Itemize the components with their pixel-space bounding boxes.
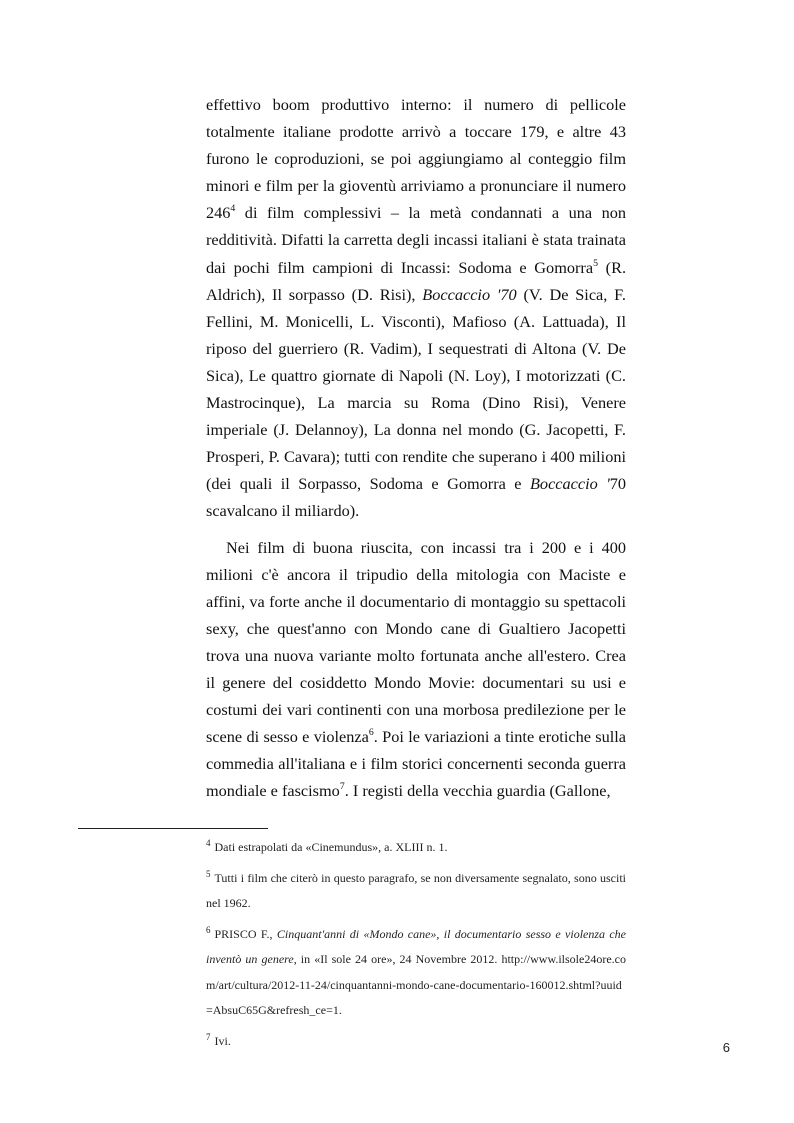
- paragraph-1-text: (R. Aldrich), Il sorpasso (D. Risi),: [206, 257, 627, 304]
- footnote-text: , in «Il sole 24 ore», 24 Novembre 2012.: [293, 952, 502, 966]
- paragraph-2: [206, 534, 626, 805]
- footnote-number: 5: [206, 868, 211, 879]
- paragraph-1-text: effettivo boom produttivo interno: il numero di pellicole totalmente italiane prodotte arrivò a toccare 179, e altre 43 furono le coproduzioni, se poi aggiungiamo al conteggio film minori e film per la gioventù arriviamo a pronunciare il numero 246: [206, 95, 626, 223]
- paragraph-2-text: Nei film di buona riuscita, con incassi tra i 200 e i 400 milioni c'è ancora il tripudio della mitologia con Maciste e affini, va forte anche il documentario di montaggio su spettacoli sexy, che quest'anno con Mondo cane di Gualtiero Jacopetti trova una nuova variante molto fortunata anche all'estero. Crea il genere del cosiddetto Mondo Movie: documentari su usi e costumi dei vari continenti con una morbosa predilezione per le scene di sesso e violenza: [206, 537, 626, 747]
- film-title-boccaccio: Boccaccio '70: [422, 284, 517, 304]
- footnote-author: PRISCO F.,: [214, 926, 277, 941]
- footnote-number: 4: [206, 838, 211, 849]
- footnote-ref-6: 6: [368, 727, 374, 739]
- body-text: [206, 91, 626, 804]
- footnote-7: [206, 1029, 626, 1055]
- page-number: 6: [722, 1040, 730, 1055]
- footnote-text: Dati estrapolati da «Cinemundus», a. XLIII n. 1.: [214, 840, 448, 854]
- footnote-article-title: Cinquant'anni di «Mondo cane», il documentario sesso e violenza che inventò un genere: [206, 926, 627, 966]
- footnote-4: [206, 835, 626, 861]
- footnote-ref-4: 4: [230, 203, 236, 215]
- footnotes: [206, 835, 626, 1059]
- paragraph-1-text: (V. De Sica, F. Fellini, M. Monicelli, L. Visconti), Mafioso (A. Lattuada), Il riposo del guerriero (R. Vadim), I sequestrati di Altona (V. De Sica), Le quattro giornate di Napoli (N. Loy), I motorizzati (C. Mastrocinque), La marcia su Roma (Dino Risi), Venere imperiale (J. Delannoy), La donna nel mondo (G. Jacopetti, F. Prosperi, P. Cavara); tutti con rendite che superano i 400 milioni (dei quali il Sorpasso, Sodoma e Gomorra e: [206, 284, 626, 494]
- footnote-5: [206, 866, 626, 917]
- footnote-number: 7: [206, 1031, 211, 1042]
- footnote-6: [206, 922, 626, 1024]
- footnote-number: 6: [206, 924, 211, 935]
- paragraph-2-text: . I registi della vecchia guardia (Gallone,: [344, 781, 611, 801]
- paragraph-1: [206, 91, 626, 525]
- paragraph-2-text: . Poi le variazioni a tinte erotiche sulla commedia all'italiana e i film storici concernenti seconda guerra mondiale e fascismo: [206, 727, 627, 801]
- footnote-text: Tutti i film che citerò in questo paragrafo, se non diversamente segnalato, sono usciti nel 1962.: [206, 870, 626, 910]
- footnote-text: Ivi.: [214, 1033, 231, 1048]
- paragraph-1-text: di film complessivi – la metà condannati a una non redditività. Difatti la carretta degli incassi italiani è stata trainata dai pochi film campioni di Incassi: Sodoma e Gomorra: [206, 203, 626, 277]
- film-title-boccaccio: Boccaccio ': [529, 474, 610, 494]
- paragraph-1-text: 70 scavalcano il miliardo).: [206, 474, 626, 521]
- footnote-ref-5: 5: [593, 257, 598, 269]
- footnote-ref-7: 7: [339, 781, 345, 793]
- footnote-separator: [78, 828, 268, 829]
- footnote-url[interactable]: http://www.ilsole24ore.com/art/cultura/2012-11-24/cinquantanni-mondo-cane-documentario-160012.shtml?uuid=AbsuC65G&refresh_ce=1.: [206, 952, 626, 1017]
